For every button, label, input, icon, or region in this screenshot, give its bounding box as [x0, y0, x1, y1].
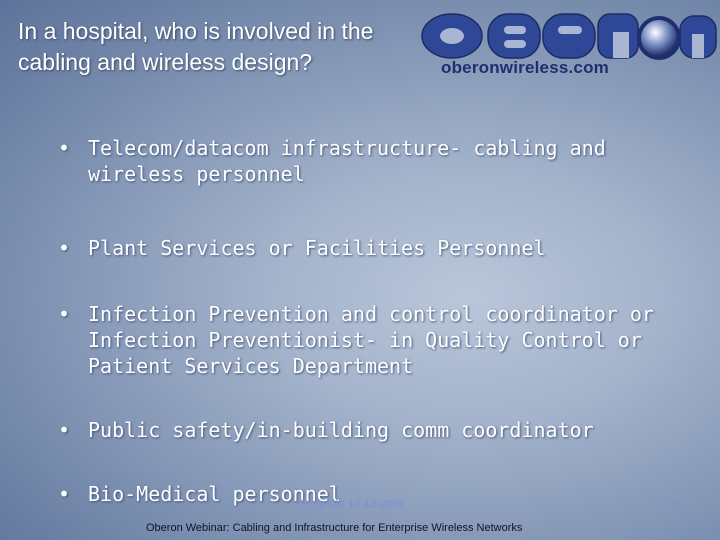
footer-date: Copyright 10-13-2009 — [298, 498, 405, 510]
bullet-text: Telecom/datacom infrastructure- cabling and wireless personnel — [88, 136, 606, 186]
page-number: 17 — [664, 498, 677, 510]
bullet-icon: • — [58, 302, 71, 326]
bullet-text: Bio-Medical personnel — [88, 482, 341, 506]
bullet-icon: • — [58, 418, 71, 442]
bullet-item — [58, 301, 698, 379]
bullet-item — [58, 135, 698, 187]
footer-caption: Oberon Webinar: Cabling and Infrastructure for Enterprise Wireless Networks — [146, 522, 523, 534]
bullet-icon: • — [58, 482, 71, 506]
bullet-text: Plant Services or Facilities Personnel — [88, 236, 546, 260]
bullet-text: Public safety/in-building comm coordinator — [88, 418, 594, 442]
logo-url-text: oberonwireless.com — [441, 58, 609, 77]
bullet-icon: • — [58, 236, 71, 260]
bullet-list — [58, 135, 698, 507]
bullet-icon: • — [58, 136, 71, 160]
slide-title: In a hospital, who is involved in the cabling and wireless design? — [18, 18, 374, 75]
bullet-text: Infection Prevention and control coordinator or Infection Preventionist- in Quality Control or Patient Services Department — [88, 302, 654, 378]
oberon-logo — [418, 4, 718, 94]
bullet-item — [58, 235, 698, 261]
bullet-item — [58, 417, 698, 443]
